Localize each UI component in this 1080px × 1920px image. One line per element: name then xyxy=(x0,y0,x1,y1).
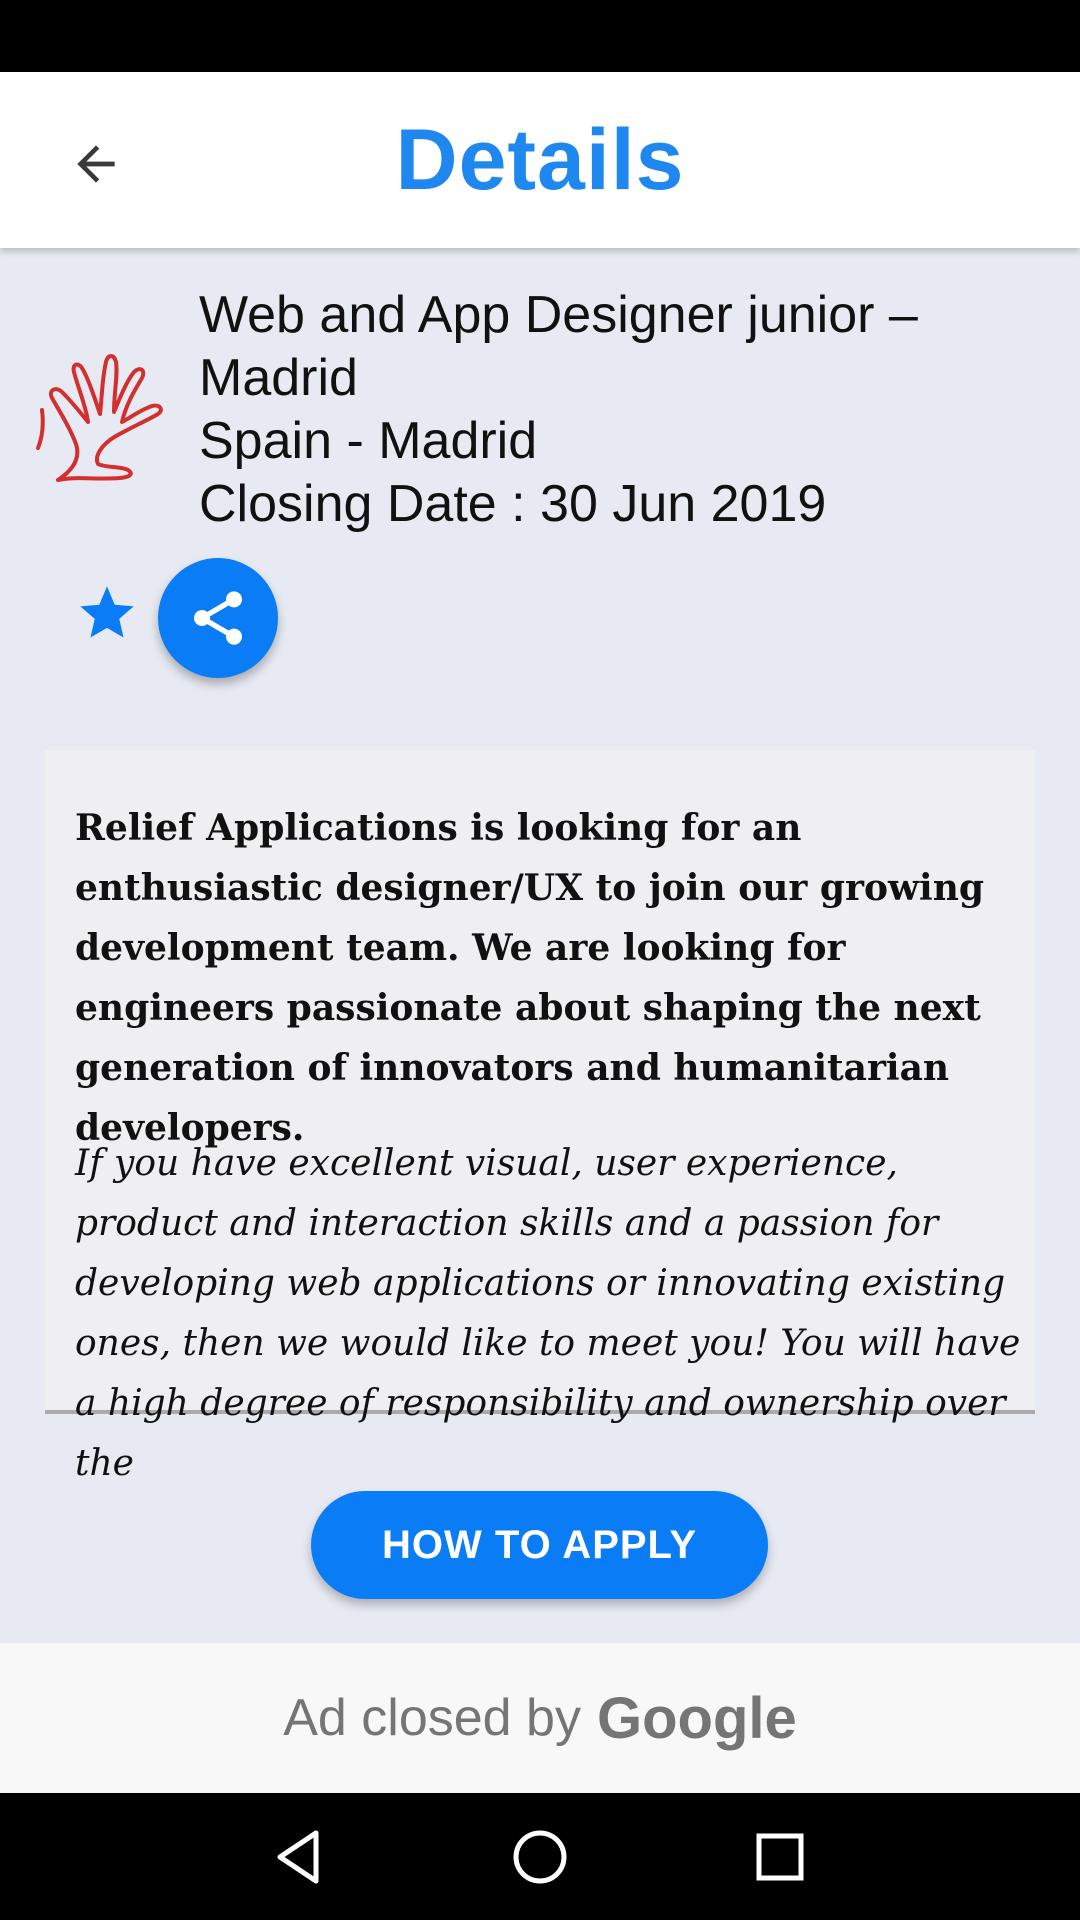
how-to-apply-button[interactable]: HOW TO APPLY xyxy=(311,1491,768,1599)
nav-back-button[interactable] xyxy=(260,1817,340,1897)
ad-banner xyxy=(0,1643,1080,1793)
status-bar xyxy=(0,0,1080,72)
closing-date: Closing Date : 30 Jun 2019 xyxy=(199,475,827,533)
ad-brand-logo: Google xyxy=(596,1685,797,1751)
job-title-continued: Madrid xyxy=(199,349,358,407)
app-bar xyxy=(0,72,1080,248)
page-title: Details xyxy=(395,112,685,208)
nav-home-button[interactable] xyxy=(500,1817,580,1897)
job-info xyxy=(199,284,1039,536)
star-icon xyxy=(75,581,139,645)
job-header xyxy=(0,248,1080,688)
job-location: Spain - Madrid xyxy=(199,412,538,470)
system-nav-bar xyxy=(0,1793,1080,1920)
nav-recents-button[interactable] xyxy=(740,1817,820,1897)
description-intro: Relief Applications is looking for an enthusiastic designer/UX to join our growing development team. We are looking for engineers passionate about shaping the next generation of innovators and humanitarian developers. xyxy=(75,807,985,1149)
job-title: Web and App Designer junior – xyxy=(199,286,918,344)
job-description-card[interactable] xyxy=(45,750,1035,1484)
nav-recents-square-icon xyxy=(750,1827,810,1887)
share-button[interactable] xyxy=(158,558,278,678)
description-details: If you have excellent visual, user experience, product and interaction skills and a passion for developing web applications or innovating existing ones, then we would like to meet you! You will have a high degree of responsibility and ownership over the xyxy=(75,1143,1021,1484)
favorite-button[interactable] xyxy=(72,578,142,648)
nav-back-triangle-icon xyxy=(270,1827,330,1887)
nav-home-circle-icon xyxy=(510,1827,570,1887)
share-icon xyxy=(186,586,250,650)
hand-icon xyxy=(36,348,166,488)
ad-text: Ad closed by xyxy=(283,1689,581,1747)
